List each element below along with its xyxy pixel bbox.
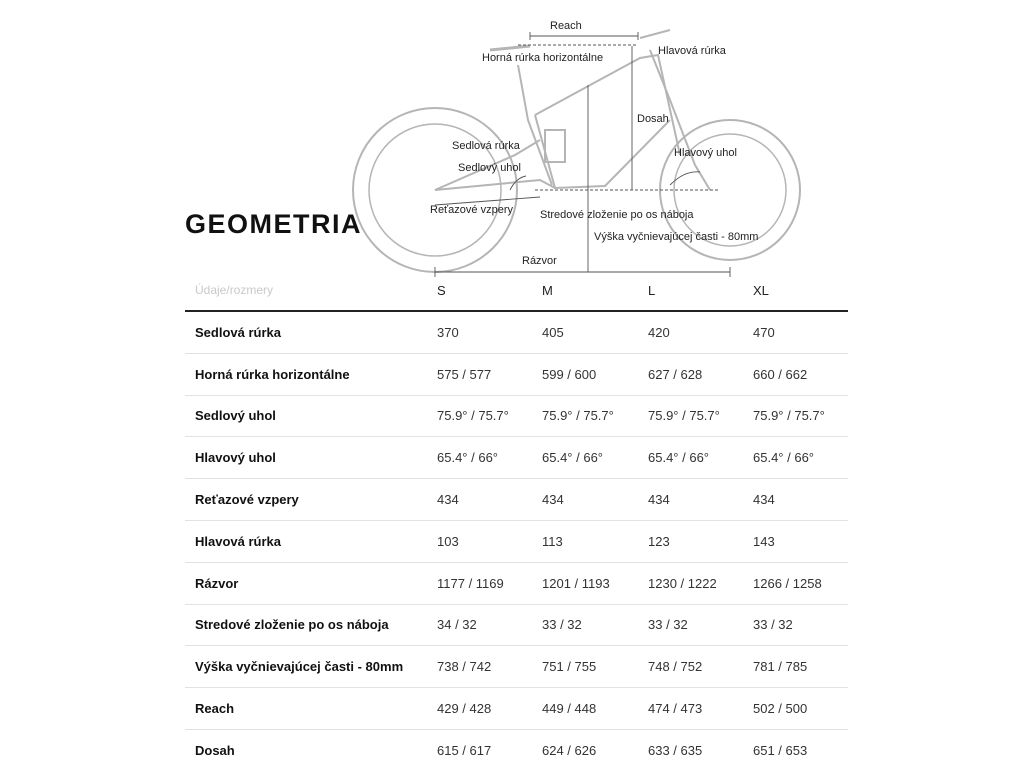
cell-l: 420	[648, 311, 753, 353]
geometry-table	[185, 270, 848, 771]
cell-m: 113	[542, 520, 648, 562]
label-head-tube: Hlavová rúrka	[658, 45, 726, 57]
handlebar	[640, 30, 670, 38]
table-row	[185, 604, 848, 646]
label-axle-to-crown: Výška vyčnievajúcej časti - 80mm	[594, 231, 759, 243]
table-row	[185, 562, 848, 604]
cell-m: 33 / 32	[542, 604, 648, 646]
row-label: Rázvor	[185, 562, 437, 604]
row-label: Reťazové vzpery	[185, 479, 437, 521]
label-reach: Reach	[550, 20, 582, 32]
cell-l: 434	[648, 479, 753, 521]
cell-xl: 33 / 32	[753, 604, 848, 646]
cell-m: 599 / 600	[542, 353, 648, 395]
cell-s: 615 / 617	[437, 742, 492, 758]
cell-s: 65.4° / 66°	[437, 437, 542, 479]
saddle	[490, 46, 530, 50]
cell-xl: 651 / 653	[753, 742, 808, 758]
cell-l: 474 / 473	[648, 688, 753, 730]
label-seat-angle: Sedlový uhol	[458, 162, 521, 174]
cell-m: 1201 / 1193	[542, 562, 648, 604]
cell-m: 405	[542, 311, 648, 353]
cell-l: 65.4° / 66°	[648, 437, 753, 479]
cell-xl: 143	[753, 520, 848, 562]
row-label: Horná rúrka horizontálne	[185, 353, 437, 395]
size-s-header: S	[437, 270, 542, 311]
size-l-header: L	[648, 270, 753, 311]
table-row	[185, 479, 848, 521]
row-label: Sedlový uhol	[185, 395, 437, 437]
cell-l: 123	[648, 520, 753, 562]
label-stack: Dosah	[637, 113, 669, 125]
cell-l: 1230 / 1222	[648, 562, 753, 604]
page-title: GEOMETRIA	[185, 209, 363, 239]
table-header-row	[185, 270, 848, 311]
row-label: Hlavová rúrka	[185, 520, 437, 562]
row-label: Výška vyčnievajúcej časti - 80mm	[185, 646, 437, 688]
row-label: Sedlová rúrka	[185, 311, 437, 353]
cell-l: 75.9° / 75.7°	[648, 395, 753, 437]
cell-xl: 470	[753, 311, 848, 353]
table-row	[185, 646, 848, 688]
table-row	[185, 437, 848, 479]
size-m-header: M	[542, 270, 648, 311]
cell-l: 633 / 635	[648, 742, 703, 758]
row-label: Dosah	[195, 742, 235, 758]
table-row	[185, 353, 848, 395]
cell-m: 449 / 448	[542, 688, 648, 730]
cell-m: 624 / 626	[542, 742, 597, 758]
cell-xl: 65.4° / 66°	[753, 437, 848, 479]
table-row	[185, 729, 848, 770]
label-chainstay: Reťazové vzpery	[430, 204, 513, 216]
cell-m: 434	[542, 479, 648, 521]
cell-xl: 434	[753, 479, 848, 521]
cell-xl: 781 / 785	[753, 646, 848, 688]
cell-s: 103	[437, 520, 542, 562]
cell-m: 751 / 755	[542, 646, 648, 688]
label-bb-drop: Stredové zloženie po os náboja	[540, 209, 694, 221]
shock	[545, 130, 565, 162]
cell-s: 75.9° / 75.7°	[437, 395, 542, 437]
down-tube	[535, 115, 670, 188]
cell-xl: 660 / 662	[753, 353, 848, 395]
cell-s: 429 / 428	[437, 688, 542, 730]
cell-xl: 75.9° / 75.7°	[753, 395, 848, 437]
table-row	[185, 688, 848, 730]
label-wheelbase: Rázvor	[522, 255, 557, 267]
cell-s: 434	[437, 479, 542, 521]
header-label: Údaje/rozmery	[185, 270, 437, 311]
row-label: Stredové zloženie po os náboja	[185, 604, 437, 646]
table-row	[185, 395, 848, 437]
label-seat-tube: Sedlová rúrka	[452, 140, 520, 152]
cell-s: 1177 / 1169	[437, 562, 542, 604]
cell-l: 748 / 752	[648, 646, 753, 688]
geometry-diagram	[340, 10, 820, 280]
cell-s: 370	[437, 311, 542, 353]
cell-l: 33 / 32	[648, 604, 753, 646]
cell-m: 75.9° / 75.7°	[542, 395, 648, 437]
cell-s: 575 / 577	[437, 353, 542, 395]
label-head-angle: Hlavový uhol	[674, 147, 737, 159]
seat-tube-shape	[518, 65, 552, 185]
cell-l: 627 / 628	[648, 353, 753, 395]
cell-m: 65.4° / 66°	[542, 437, 648, 479]
size-xl-header: XL	[753, 270, 848, 311]
cell-xl: 502 / 500	[753, 688, 848, 730]
label-top-tube: Horná rúrka horizontálne	[482, 52, 604, 64]
row-label: Hlavový uhol	[185, 437, 437, 479]
cell-s: 738 / 742	[437, 646, 542, 688]
cell-xl: 1266 / 1258	[753, 562, 848, 604]
table-row	[185, 520, 848, 562]
table-row	[185, 311, 848, 353]
row-label: Reach	[185, 688, 437, 730]
cell-s: 34 / 32	[437, 604, 542, 646]
